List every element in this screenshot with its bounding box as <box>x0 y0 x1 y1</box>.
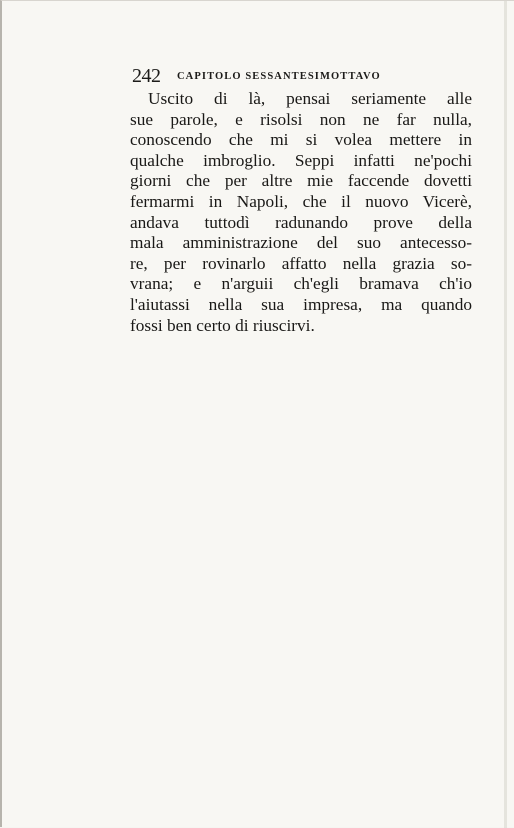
text-line: andava tuttodì radunando prove della <box>130 212 472 232</box>
text-line: fermarmi in Napoli, che il nuovo Vicerè, <box>130 191 472 211</box>
text-line: mala amministrazione del suo antecesso- <box>130 233 472 253</box>
page-header <box>132 65 432 87</box>
text-line: fossi ben certo di riuscirvi. <box>130 315 315 335</box>
text-line: giorni che per altre mie faccende dovetti <box>130 171 472 191</box>
page-number: 242 <box>132 65 161 87</box>
text-line: vrana; e n'arguii ch'egli bramava ch'io <box>130 274 472 294</box>
text-line: qualche imbroglio. Seppi infatti ne'pochi <box>130 150 472 170</box>
text-line: Uscito di là, pensai seriamente alle <box>148 89 472 108</box>
text-line: re, per rovinarlo affatto nella grazia so- <box>130 253 472 273</box>
text-line: l'aiutassi nella sua impresa, ma quando <box>130 294 472 314</box>
text-line: conoscendo che mi si volea mettere in <box>130 130 472 150</box>
body-text <box>130 89 472 336</box>
text-line: sue parole, e risolsi non ne far nulla, <box>130 109 472 129</box>
running-title: CAPITOLO SESSANTESIMOTTAVO <box>177 71 381 82</box>
